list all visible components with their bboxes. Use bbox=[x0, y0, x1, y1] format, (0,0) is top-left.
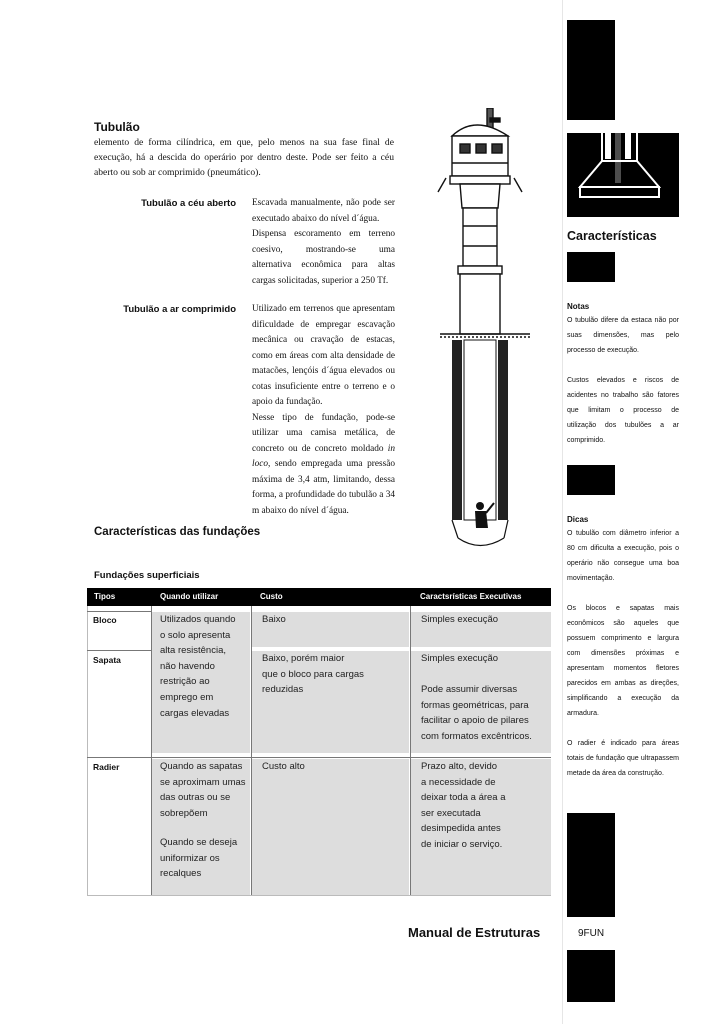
radier-quando-1 bbox=[160, 759, 246, 821]
text-line: emprego em bbox=[160, 691, 214, 703]
radier-custo: Custo alto bbox=[262, 761, 305, 772]
row-bloco: Bloco bbox=[93, 615, 117, 625]
sidebar-black-bar-top bbox=[567, 20, 615, 120]
dicas-text bbox=[567, 526, 679, 796]
tubulao-title: Tubulão bbox=[94, 120, 140, 134]
ceu-aberto-paragraph-2: Dispensa escoramento em terreno coesivo, mostrando-se uma alternativa econômica para altas cargas solicitadas, superior a 250 Tf. bbox=[252, 229, 395, 286]
text-line: Utilizados quando bbox=[160, 614, 236, 625]
text-line: reduzidas bbox=[262, 684, 304, 696]
table-divider bbox=[151, 606, 152, 895]
text-line: Baixo, porém maior bbox=[262, 653, 345, 664]
bloco-quando bbox=[160, 612, 236, 721]
ceu-aberto-title: Tubulão a céu aberto bbox=[141, 198, 236, 209]
ar-comprimido-paragraph-1: Utilizado em terrenos que apresentam dificuldade de empregar escavação mecânica ou cravação de estacas, como em áreas com alta densidade de matacões, lençóis d´água elevados ou cotas insuficiente entre o terreno e o apoio da fundação. bbox=[252, 304, 395, 407]
ar-comprimido-title: Tubulão a ar comprimido bbox=[123, 304, 236, 315]
table-title: Fundações superficiais bbox=[94, 570, 200, 581]
text-line: Quando as sapatas bbox=[160, 761, 243, 772]
text-line: com formatos excêntricos. bbox=[421, 730, 532, 742]
text-line: formas geométricas, para bbox=[421, 699, 529, 711]
dicas-paragraph-1: O tubulão com diâmetro inferior a 80 cm dificulta a execução, pois o operário não consegue uma boa movimentação. bbox=[567, 530, 679, 582]
sapata-custo bbox=[262, 651, 364, 698]
dicas-title: Dicas bbox=[567, 515, 589, 524]
dicas-paragraph-2: Os blocos e sapatas mais econômicos são aqueles que possuem comprimento e largura com dimensões próximas e apresentam momentos fletores parecidos em ambas as direções, simplificando a execução da armadura. bbox=[567, 605, 679, 717]
table-divider bbox=[251, 606, 252, 895]
text-line: alta resistência, bbox=[160, 645, 227, 657]
text-line: Prazo alto, devido bbox=[421, 761, 498, 772]
notas-text bbox=[567, 313, 679, 463]
text-line: das outras ou se bbox=[160, 792, 231, 804]
text-line: ser executada bbox=[421, 807, 481, 819]
table-divider bbox=[410, 606, 411, 895]
text-line: uniformizar os bbox=[160, 852, 220, 864]
table-divider bbox=[87, 895, 551, 896]
row-sapata: Sapata bbox=[93, 655, 121, 665]
sidebar-title: Características bbox=[567, 229, 657, 243]
notas-paragraph-2: Custos elevados e riscos de acidentes no trabalho são fatores que limitam o processo de utilização dos tubulões a ar comprimido. bbox=[567, 377, 679, 444]
ceu-aberto-text bbox=[252, 196, 395, 289]
ar-comprimido-p2-b: , sendo empregada uma pressão máxima de 3,4 atm, limitando, dessa forma, a profundidade do tubulão a 34 m abaixo do nível d´água. bbox=[252, 459, 395, 516]
table-divider bbox=[87, 757, 551, 758]
section-title: Características das fundações bbox=[94, 526, 261, 538]
sapata-exec-2 bbox=[421, 682, 532, 744]
table-header bbox=[87, 588, 551, 606]
ar-comprimido-p2-italic: in loco bbox=[252, 443, 395, 469]
sapata-exec-1: Simples execução bbox=[421, 653, 499, 664]
footer-title: Manual de Estruturas bbox=[408, 925, 541, 940]
text-line: não havendo bbox=[160, 660, 215, 672]
sidebar-black-bar-4 bbox=[567, 950, 615, 1002]
text-line: Pode assumir diversas bbox=[421, 684, 518, 695]
header-tipos: Tipos bbox=[94, 592, 116, 601]
text-line: de iniciar o serviço. bbox=[421, 838, 503, 850]
ar-comprimido-text bbox=[252, 302, 395, 519]
text-line: a necessidade de bbox=[421, 776, 496, 788]
text-line: recalques bbox=[160, 868, 202, 880]
header-custo: Custo bbox=[260, 592, 283, 601]
tubulao-intro: elemento de forma cilíndrica, em que, pelo menos na sua fase final de execução, há a descida do operário por dentro deste. Pode ser feito a céu aberto ou sob ar comprimido (pneumático). bbox=[94, 137, 394, 178]
text-line: facilitar o apoio de pilares bbox=[421, 715, 529, 727]
text-line: que o bloco para cargas bbox=[262, 668, 364, 680]
radier-exec bbox=[421, 759, 506, 853]
ar-comprimido-p2-a: Nesse tipo de fundação, pode-se utilizar uma camisa metálica, de concreto ou de concreto moldado bbox=[252, 412, 395, 454]
dicas-paragraph-3: O radier é indicado para áreas totais de fundação que ultrapassem metade da área da construção. bbox=[567, 740, 679, 777]
notas-paragraph-1: O tubulão difere da estaca não por suas dimensões, mas pelo processo de execução. bbox=[567, 317, 679, 354]
bloco-custo: Baixo bbox=[262, 614, 286, 625]
radier-quando-2 bbox=[160, 835, 237, 882]
table-divider bbox=[87, 611, 151, 612]
tubulao-illustration bbox=[430, 108, 550, 558]
text-line: Quando se deseja bbox=[160, 837, 238, 848]
footing-illustration bbox=[567, 133, 679, 217]
notas-title: Notas bbox=[567, 302, 590, 311]
ceu-aberto-paragraph-1: Escavada manualmente, não pode ser executado abaixo do nível d´água. bbox=[252, 198, 395, 224]
text-line: cargas elevadas bbox=[160, 707, 230, 719]
page-number: 9FUN bbox=[577, 928, 605, 939]
table-divider bbox=[87, 650, 151, 651]
sidebar-black-bar-3 bbox=[567, 813, 615, 917]
header-quando: Quando utilizar bbox=[160, 592, 219, 601]
text-line: desimpedida antes bbox=[421, 823, 501, 835]
bloco-exec: Simples execução bbox=[421, 614, 499, 625]
radier-custo-cell bbox=[252, 759, 409, 895]
text-line: deixar toda a área a bbox=[421, 792, 506, 804]
sidebar-black-bar-2 bbox=[567, 465, 615, 495]
header-exec: Caractsrísticas Executivas bbox=[420, 592, 522, 601]
text-line: o solo apresenta bbox=[160, 629, 231, 641]
row-radier: Radier bbox=[93, 762, 120, 772]
text-line: sobrepõem bbox=[160, 807, 208, 819]
text-line: restrição ao bbox=[160, 676, 210, 688]
sidebar-black-bar-1 bbox=[567, 252, 615, 282]
ar-comprimido-paragraph-2 bbox=[252, 411, 395, 520]
text-line: se aproximam umas bbox=[160, 776, 246, 788]
